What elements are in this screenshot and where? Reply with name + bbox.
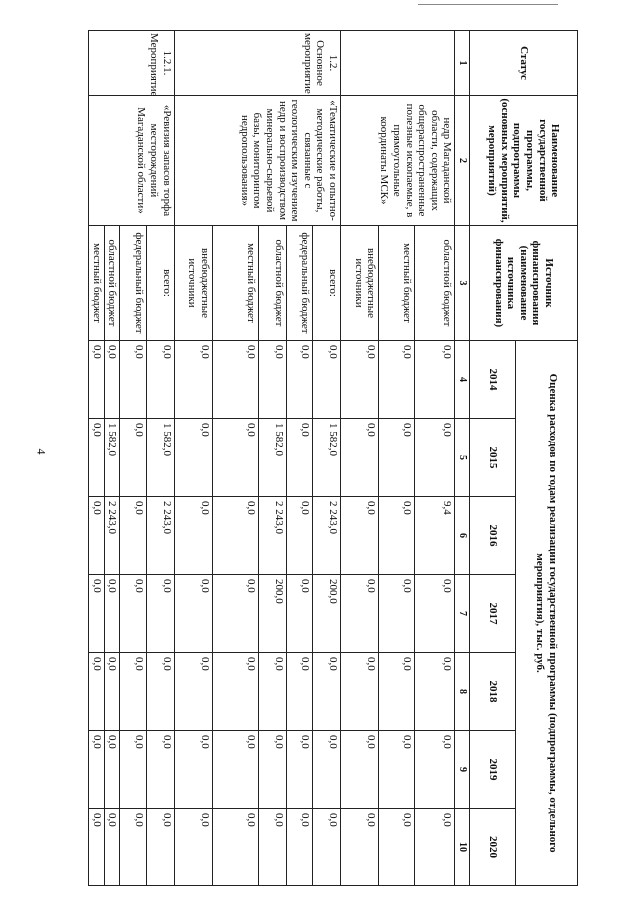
column-index: 7 [455, 575, 470, 653]
funding-source-cell: областной бюджет [258, 226, 286, 341]
value-cell: 0,0 [146, 809, 174, 886]
value-cell: 0,0 [104, 653, 120, 731]
value-cell: 0,0 [313, 809, 341, 886]
value-cell: 0,0 [341, 653, 379, 731]
value-cell: 0,0 [258, 653, 286, 731]
table-body [89, 31, 456, 886]
value-cell: 0,0 [286, 341, 312, 419]
value-cell: 0,0 [89, 341, 105, 419]
value-cell: 0,0 [212, 809, 258, 886]
value-cell: 0,0 [212, 497, 258, 575]
value-cell: 0,0 [212, 731, 258, 809]
value-cell: 0,0 [379, 497, 415, 575]
value-cell: 0,0 [174, 341, 212, 419]
value-cell: 0,0 [174, 497, 212, 575]
column-index: 2 [455, 96, 470, 226]
page-number: 4 [34, 448, 49, 455]
column-index: 3 [455, 226, 470, 341]
value-cell: 0,0 [120, 341, 146, 419]
funding-source-cell: местный бюджет [212, 226, 258, 341]
header-year: 2016 [470, 497, 516, 575]
value-cell: 0,0 [379, 653, 415, 731]
value-cell: 0,0 [104, 341, 120, 419]
value-cell: 1 582,0 [104, 419, 120, 497]
column-index: 4 [455, 341, 470, 419]
value-cell: 0,0 [120, 575, 146, 653]
program-name-cell: «Тематические и опытно-методические работы, связанные с геологическим изучением недр и воспроизводством минерально-сырьевой базы, мониторингом недропользования» [174, 96, 341, 226]
value-cell: 0,0 [104, 731, 120, 809]
value-cell: 1 582,0 [313, 419, 341, 497]
header-year: 2020 [470, 809, 516, 886]
value-cell: 0,0 [258, 731, 286, 809]
value-cell: 0,0 [174, 809, 212, 886]
status-cell: 1.2. Основное мероприятие [174, 31, 341, 96]
value-cell: 0,0 [104, 809, 120, 886]
value-cell: 0,0 [120, 653, 146, 731]
value-cell: 0,0 [286, 575, 312, 653]
column-index: 8 [455, 653, 470, 731]
value-cell: 0,0 [174, 653, 212, 731]
value-cell: 0,0 [258, 341, 286, 419]
value-cell: 0,0 [286, 653, 312, 731]
header-estimate: Оценка расходов по годам реализации государственной программы (подпрограммы, отдельного мероприятия), тыс. руб. [516, 341, 578, 886]
value-cell: 0,0 [146, 653, 174, 731]
value-cell: 0,0 [212, 341, 258, 419]
value-cell: 0,0 [89, 653, 105, 731]
column-index-row [455, 31, 470, 886]
value-cell: 0,0 [313, 341, 341, 419]
header-year: 2018 [470, 653, 516, 731]
value-cell: 0,0 [415, 575, 455, 653]
value-cell: 0,0 [286, 497, 312, 575]
value-cell: 0,0 [379, 809, 415, 886]
status-cell [341, 31, 455, 96]
column-index: 9 [455, 731, 470, 809]
value-cell: 1 582,0 [146, 419, 174, 497]
header-year: 2015 [470, 419, 516, 497]
value-cell: 2 243,0 [313, 497, 341, 575]
value-cell: 0,0 [313, 731, 341, 809]
value-cell: 0,0 [174, 419, 212, 497]
value-cell: 0,0 [212, 419, 258, 497]
value-cell: 0,0 [174, 575, 212, 653]
column-index: 10 [455, 809, 470, 886]
value-cell: 0,0 [379, 731, 415, 809]
value-cell: 2 243,0 [104, 497, 120, 575]
value-cell: 0,0 [146, 341, 174, 419]
value-cell: 2 243,0 [146, 497, 174, 575]
value-cell: 0,0 [286, 731, 312, 809]
funding-source-cell: федеральный бюджет [286, 226, 312, 341]
value-cell: 0,0 [341, 575, 379, 653]
value-cell: 0,0 [212, 575, 258, 653]
value-cell: 0,0 [89, 497, 105, 575]
value-cell: 0,0 [415, 419, 455, 497]
funding-source-cell: всего: [313, 226, 341, 341]
value-cell: 0,0 [379, 575, 415, 653]
value-cell: 0,0 [379, 419, 415, 497]
funding-source-cell: внебюджетные источники [174, 226, 212, 341]
funding-source-cell: областной бюджет [104, 226, 120, 341]
value-cell: 0,0 [341, 497, 379, 575]
header-name: Наименование государственной программы, подпрограммы (основных мероприятий, мероприятий) [470, 96, 578, 226]
value-cell: 0,0 [286, 419, 312, 497]
value-cell: 0,0 [104, 575, 120, 653]
column-index: 6 [455, 497, 470, 575]
value-cell: 0,0 [89, 419, 105, 497]
value-cell: 0,0 [89, 809, 105, 886]
top-rule [418, 4, 558, 5]
header-row-1 [516, 31, 578, 886]
value-cell: 0,0 [415, 653, 455, 731]
header-year: 2014 [470, 341, 516, 419]
rotated-page [88, 30, 578, 885]
header-status: Статус [470, 31, 578, 96]
table-row [313, 31, 341, 886]
value-cell: 0,0 [415, 731, 455, 809]
header-year: 2019 [470, 731, 516, 809]
program-name-cell: «Ревизия запасов торфа месторождений Магаданской области» [89, 96, 175, 226]
value-cell: 0,0 [379, 341, 415, 419]
value-cell: 0,0 [146, 731, 174, 809]
column-index: 5 [455, 419, 470, 497]
table-row [415, 31, 455, 886]
funding-source-cell: федеральный бюджет [120, 226, 146, 341]
value-cell: 0,0 [341, 419, 379, 497]
value-cell: 0,0 [415, 341, 455, 419]
value-cell: 0,0 [313, 653, 341, 731]
value-cell: 2 243,0 [258, 497, 286, 575]
header-source: Источник финансирования (наименование источника финансирования) [470, 226, 578, 341]
value-cell: 200,0 [258, 575, 286, 653]
value-cell: 0,0 [146, 575, 174, 653]
value-cell: 0,0 [120, 731, 146, 809]
value-cell: 0,0 [212, 653, 258, 731]
column-index: 1 [455, 31, 470, 96]
value-cell: 0,0 [341, 731, 379, 809]
value-cell: 0,0 [258, 809, 286, 886]
value-cell: 0,0 [89, 731, 105, 809]
value-cell: 0,0 [120, 419, 146, 497]
value-cell: 0,0 [120, 497, 146, 575]
value-cell: 0,0 [286, 809, 312, 886]
value-cell: 9,4 [415, 497, 455, 575]
funding-source-cell: внебюджетные источники [341, 226, 379, 341]
program-name-cell: недр Магаданской области, содержащих общераспространенные полезные ископаемые, в прямоугольные координаты МСК» [341, 96, 455, 226]
value-cell: 0,0 [120, 809, 146, 886]
value-cell: 0,0 [341, 809, 379, 886]
value-cell: 200,0 [313, 575, 341, 653]
value-cell: 0,0 [174, 731, 212, 809]
value-cell: 0,0 [415, 809, 455, 886]
funding-source-cell: местный бюджет [89, 226, 105, 341]
funding-source-cell: всего: [146, 226, 174, 341]
budget-table [88, 30, 578, 886]
value-cell: 0,0 [341, 341, 379, 419]
funding-source-cell: областной бюджет [415, 226, 455, 341]
value-cell: 1 582,0 [258, 419, 286, 497]
header-year: 2017 [470, 575, 516, 653]
status-cell: 1.2.1. Мероприятие [89, 31, 175, 96]
funding-source-cell: местный бюджет [379, 226, 415, 341]
value-cell: 0,0 [89, 575, 105, 653]
table-row [146, 31, 174, 886]
